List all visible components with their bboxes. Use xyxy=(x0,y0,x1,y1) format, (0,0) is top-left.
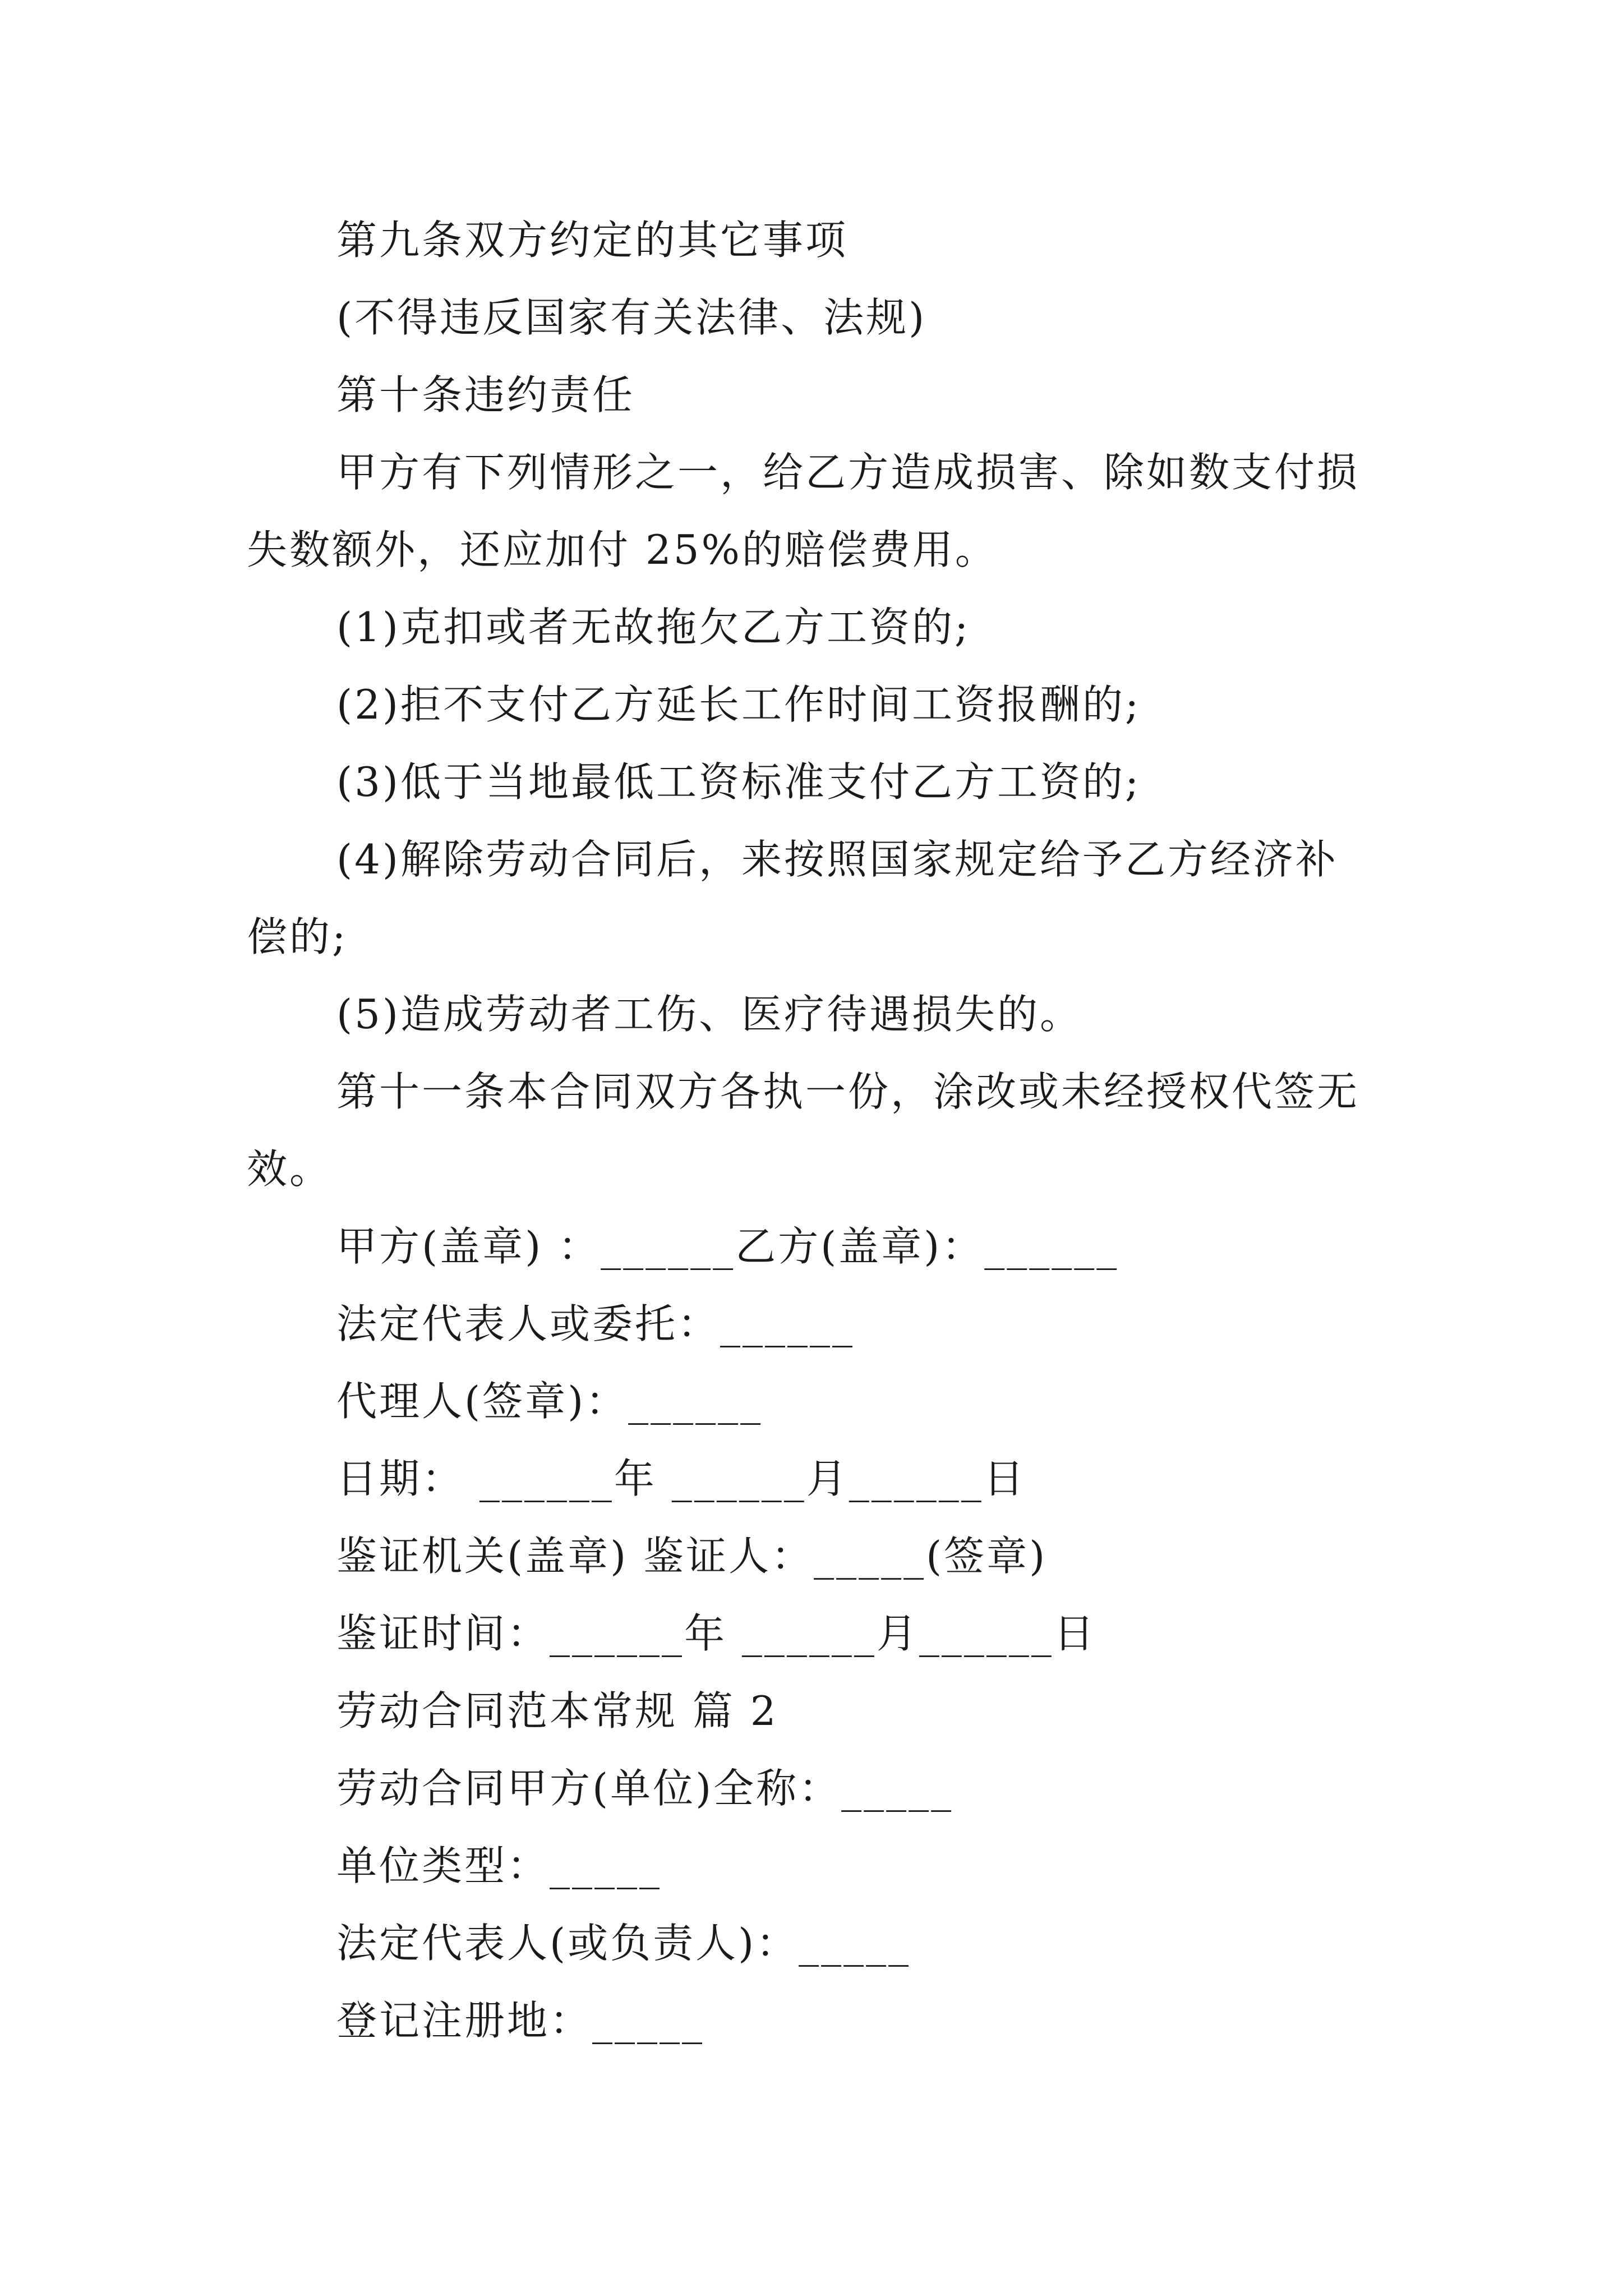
authentication-date-line: 鉴证时间：______年 ______月______日 xyxy=(336,1610,1096,1657)
authentication-line: 鉴证机关(盖章) 鉴证人：_____(签章) xyxy=(336,1533,1048,1580)
date-line: 日期： ______年 ______月______日 xyxy=(336,1455,1026,1502)
employer-representative-line: 法定代表人(或负责人)：_____ xyxy=(336,1920,911,1967)
party-seal-line: 甲方(盖章) ：______乙方(盖章)：______ xyxy=(336,1223,1119,1270)
liability-item-5: (5)造成劳动者工伤、医疗待遇损失的。 xyxy=(336,991,1082,1038)
employer-type-line: 单位类型：_____ xyxy=(336,1842,662,1889)
liability-item-4-cont: 偿的; xyxy=(247,913,348,960)
liability-item-2: (2)拒不支付乙方延长工作时间工资报酬的; xyxy=(336,681,1141,728)
agent-signature-line: 代理人(签章)：______ xyxy=(336,1378,763,1425)
article-10-heading: 第十条违约责任 xyxy=(336,371,635,418)
article-11-paragraph-cont: 效。 xyxy=(247,1145,333,1193)
article-9-heading: 第九条双方约定的其它事项 xyxy=(336,217,849,264)
employer-name-line: 劳动合同甲方(单位)全称：_____ xyxy=(336,1765,954,1812)
article-9-note: (不得违反国家有关法律、法规) xyxy=(336,294,927,341)
liability-paragraph-cont: 失数额外，还应加付 25%的赔偿费用。 xyxy=(247,526,998,573)
legal-representative-line: 法定代表人或委托：______ xyxy=(336,1300,855,1347)
article-11-paragraph: 第十一条本合同双方各执一份，涂改或未经授权代签无 xyxy=(336,1068,1360,1115)
registration-place-line: 登记注册地：_____ xyxy=(336,1997,705,2044)
liability-item-3: (3)低于当地最低工资标准支付乙方工资的; xyxy=(336,758,1141,806)
section-heading-part-2: 劳动合同范本常规 篇 2 xyxy=(336,1687,778,1734)
liability-item-1: (1)克扣或者无故拖欠乙方工资的; xyxy=(336,604,971,651)
liability-paragraph: 甲方有下列情形之一，给乙方造成损害、除如数支付损 xyxy=(336,449,1360,496)
liability-item-4: (4)解除劳动合同后，来按照国家规定给予乙方经济补 xyxy=(336,836,1338,883)
